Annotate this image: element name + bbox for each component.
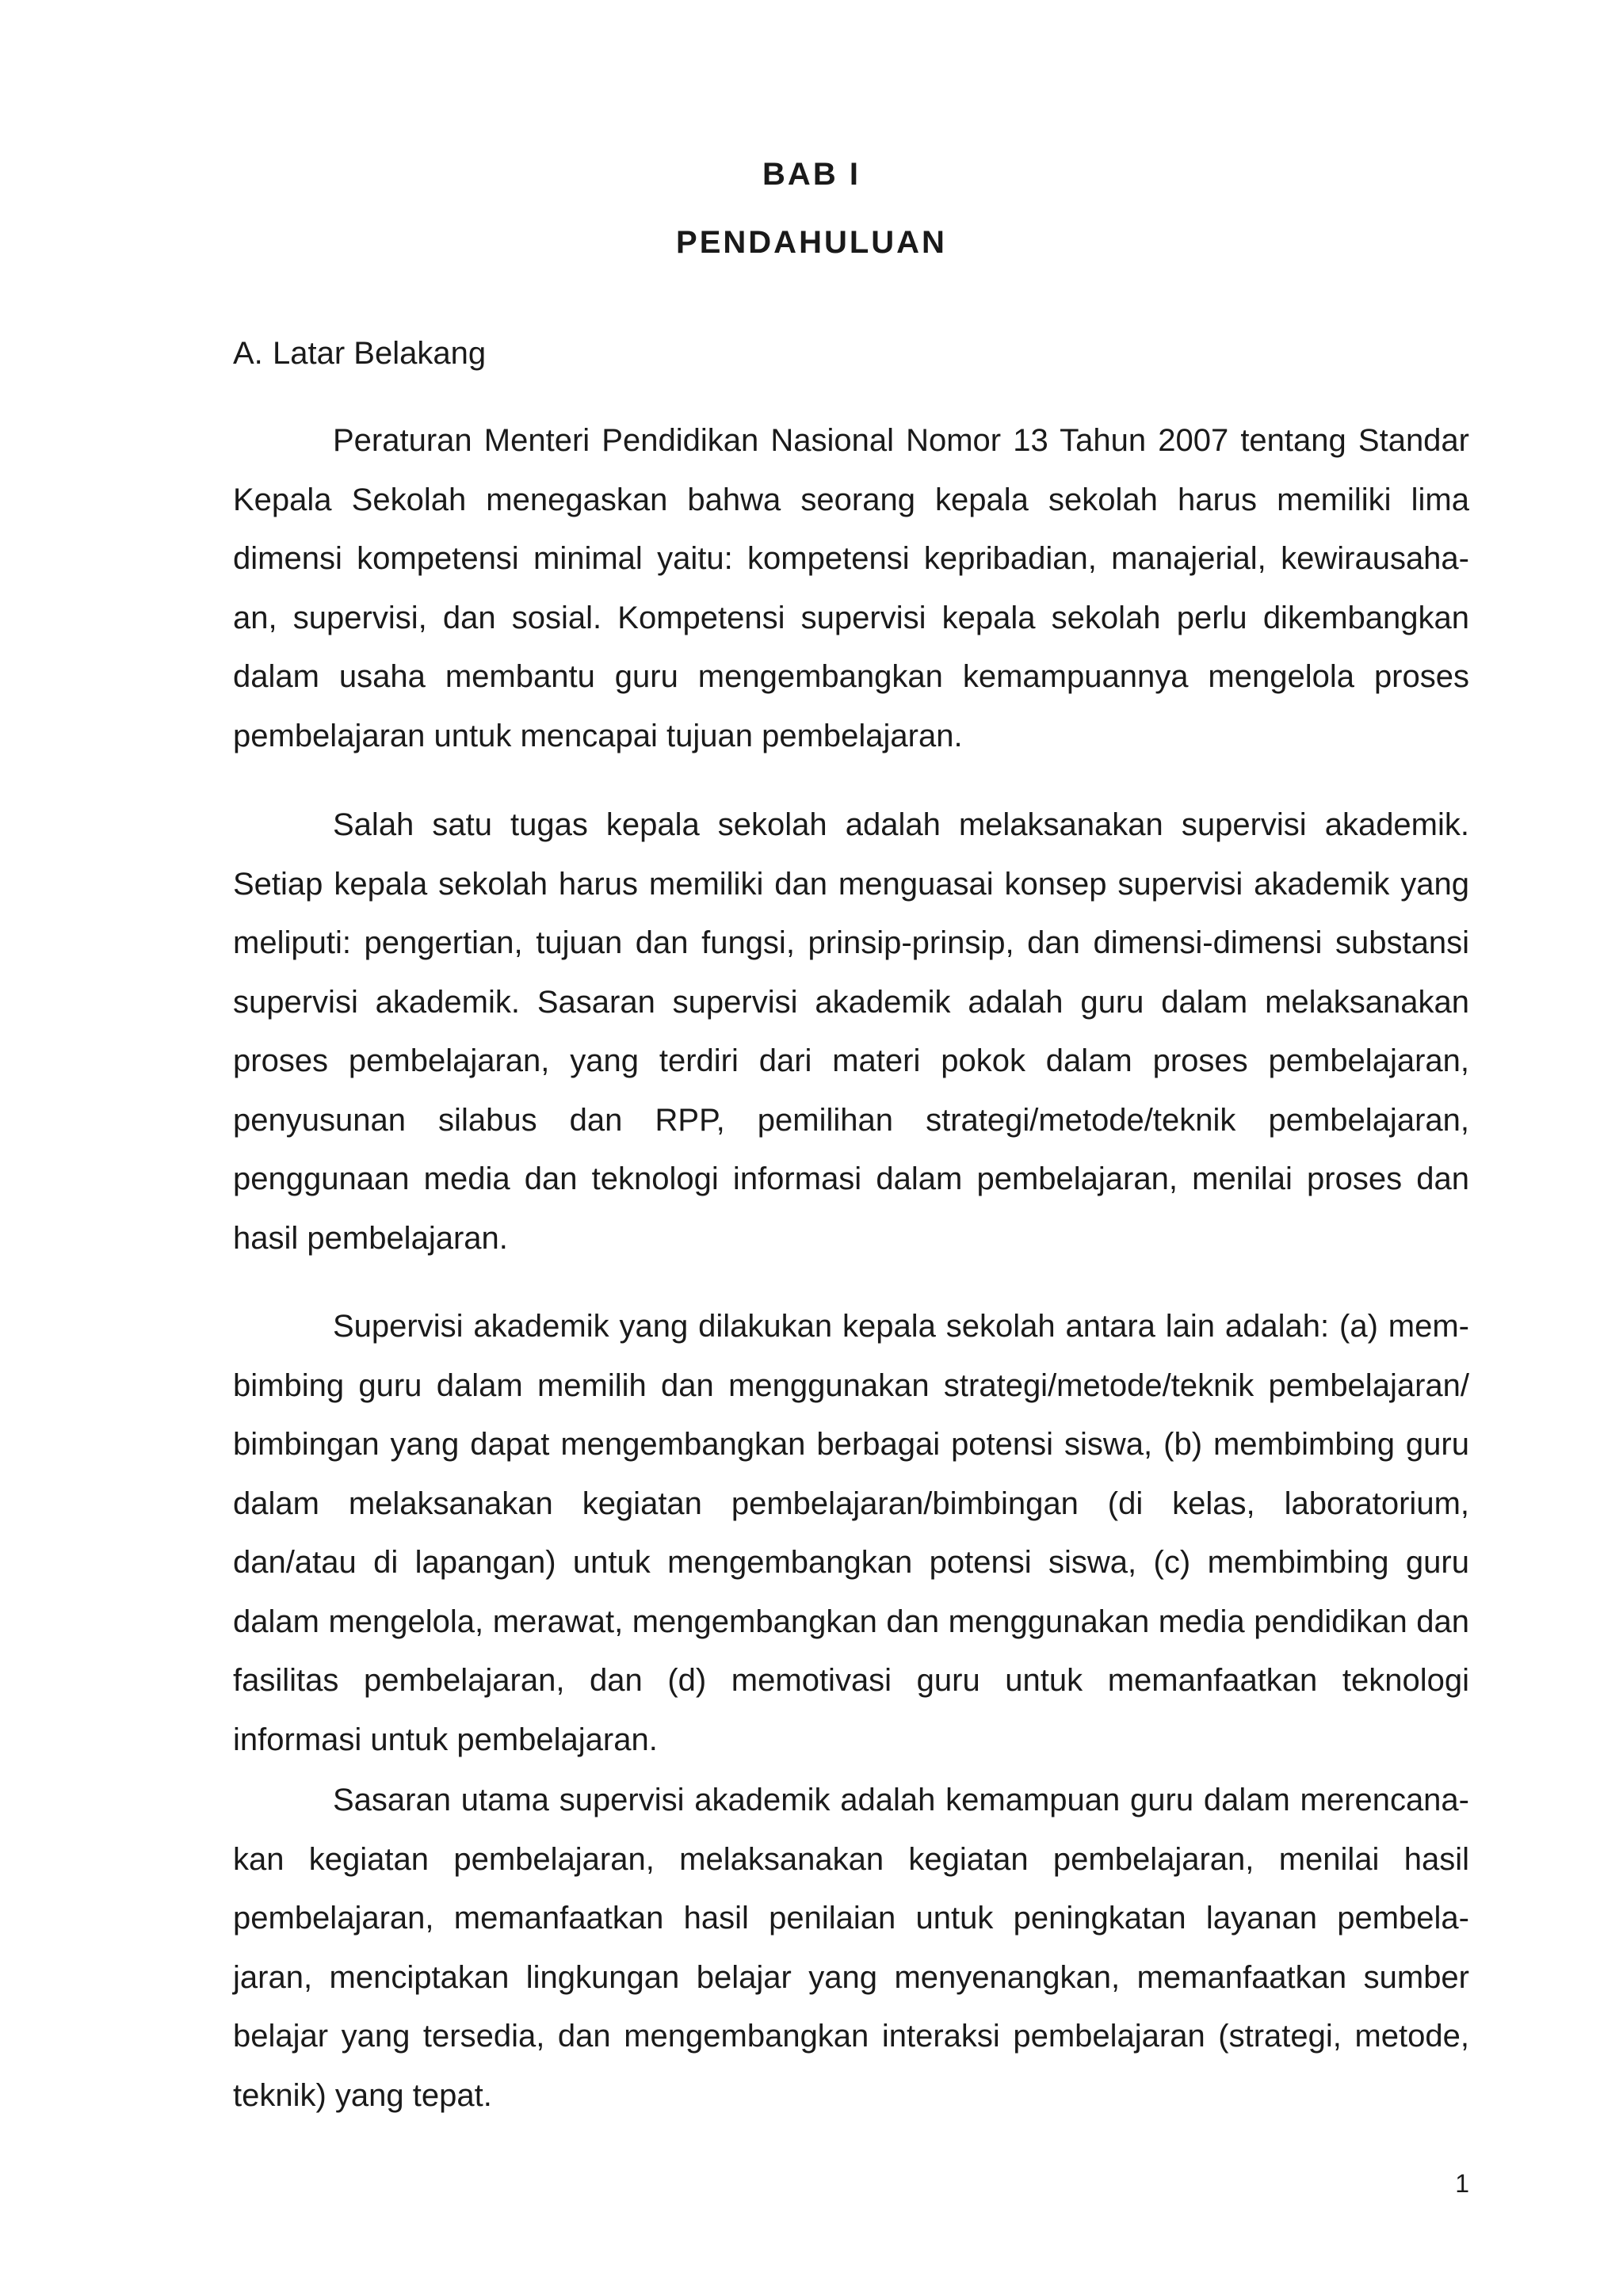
chapter-title: PENDAHULUAN	[676, 225, 947, 260]
paragraph-2: Salah satu tugas kepala sekolah adalah melaksanakan supervisi akademik. Setiap kepala sekolah harus memiliki dan menguasai konsep supervisi akademik yang meliputi: pengertian, tujuan dan fungsi, prinsip-prinsip, dan dimensi-dimensi substansi supervisi akademik. Sasaran supervisi akademik adalah guru dalam melaksanakan proses pembelajaran, yang terdiri dari materi pokok dalam proses pembelajaran, penyusunan silabus dan RPP, pemilihan strategi/metode/teknik pembelajaran, penggunaan media dan teknologi informasi dalam pembelajaran, menilai proses dan hasil pembelajaran.	[233, 807, 1469, 1256]
paragraph-3: Supervisi akademik yang dilakukan kepala sekolah antara lain adalah: (a) mem-bimbing guru dalam memilih dan menggunakan strategi/metode/teknik pembelajaran/ bimbingan yang dapat mengembangkan berbagai potensi siswa, (b) membimbing guru dalam melaksanakan kegiatan pembelajaran/bimbingan (di kelas, laboratorium, dan/atau di lapangan) untuk mengembangkan potensi siswa, (c) membimbing guru dalam mengelola, merawat, mengembangkan dan menggunakan media pendidikan dan fasilitas pembelajaran, dan (d) memotivasi guru untuk memanfaatkan teknologi informasi untuk pembelajaran.	[233, 1309, 1469, 1757]
section-heading	[233, 334, 486, 372]
chapter-label: BAB I	[762, 157, 861, 192]
section-letter: A.	[233, 336, 263, 371]
paragraph-4: Sasaran utama supervisi akademik adalah kemampuan guru dalam merencana-kan kegiatan pembelajaran, melaksanakan kegiatan pembelajaran, menilai hasil pembelajaran, memanfaatkan hasil penilaian untuk peningkatan layanan pembela-jaran, menciptakan lingkungan belajar yang menyenangkan, memanfaatkan sumber belajar yang tersedia, dan mengembangkan interaksi pembelajaran (strategi, metode, teknik) yang tepat.	[233, 1783, 1469, 2113]
section-title: Latar Belakang	[273, 336, 487, 371]
paragraph-1: Peraturan Menteri Pendidikan Nasional Nomor 13 Tahun 2007 tentang Standar Kepala Sekolah menegaskan bahwa seorang kepala sekolah harus memiliki lima dimensi kompetensi minimal yaitu: kompetensi kepribadian, manajerial, kewirausaha-an, supervisi, dan sosial. Kompetensi supervisi kepala sekolah perlu dikembangkan dalam usaha membantu guru mengembangkan kemampuannya mengelola proses pembelajaran untuk mencapai tujuan pembelajaran.	[233, 423, 1469, 753]
page-number: 1	[1455, 2169, 1469, 2198]
